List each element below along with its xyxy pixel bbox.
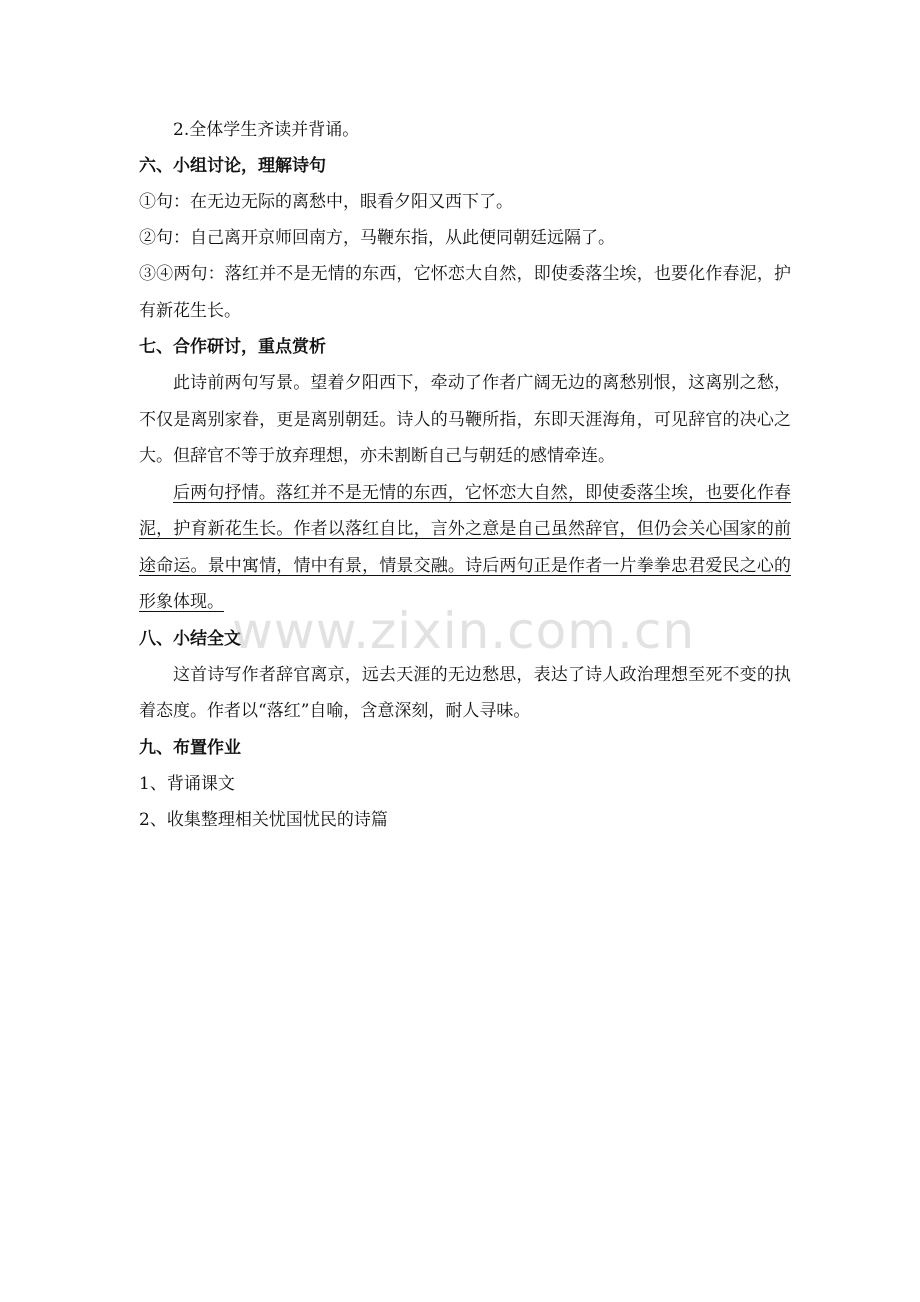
analysis-paragraph-1: 此诗前两句写景。望着夕阳西下，牵动了作者广阔无边的离愁别恨，这离别之愁，不仅是离别家眷，更是离别朝廷。诗人的马鞭所指，东即天涯海角，可见辞官的决心之大。但辞官不等于放弃理想，亦未割断自己与朝廷的感情牵连。 bbox=[139, 373, 791, 466]
analysis-paragraph-2 bbox=[139, 475, 791, 621]
homework-item-1: 1、背诵课文 bbox=[139, 773, 235, 794]
document-body bbox=[139, 112, 791, 838]
summary-paragraph: 这首诗写作者辞官离京，远去天涯的无边愁思，表达了诗人政治理想至死不变的执着态度。作者以“落红”自喻，含意深刻，耐人寻味。 bbox=[139, 664, 791, 721]
sentence-2-explanation: ②句：自己离开京师回南方，马鞭东指，从此便同朝廷远隔了。 bbox=[139, 228, 615, 248]
recite-instruction: 2.全体学生齐读并背诵。 bbox=[173, 120, 360, 140]
analysis-paragraph-2-text: 后两句抒情。落红并不是无情的东西，它怀恋大自然，即使委落尘埃，也要化作春泥，护育新花生长。作者以落红自比，言外之意是自己虽然辞官，但仍会关心国家的前途命运。景中寓情，情中有景，情景交融。诗后两句正是作者一片拳拳忠君爱民之心的形象体现。 bbox=[139, 482, 791, 612]
section-9-heading: 九、布置作业 bbox=[139, 737, 241, 758]
sentence-1-explanation: ①句：在无边无际的离愁中，眼看夕阳又西下了。 bbox=[139, 192, 513, 212]
section-6-heading: 六、小组讨论，理解诗句 bbox=[139, 156, 326, 176]
watermark: www.zixin.com.cn bbox=[232, 602, 696, 660]
sentence-3-4-explanation: ③④两句：落红并不是无情的东西，它怀恋大自然，即使委落尘埃，也要化作春泥，护有新花生长。 bbox=[139, 264, 791, 321]
section-8-heading: 八、小结全文 bbox=[139, 628, 241, 649]
homework-item-2: 2、收集整理相关忧国忧民的诗篇 bbox=[139, 809, 388, 830]
section-7-heading: 七、合作研讨，重点赏析 bbox=[139, 337, 326, 357]
